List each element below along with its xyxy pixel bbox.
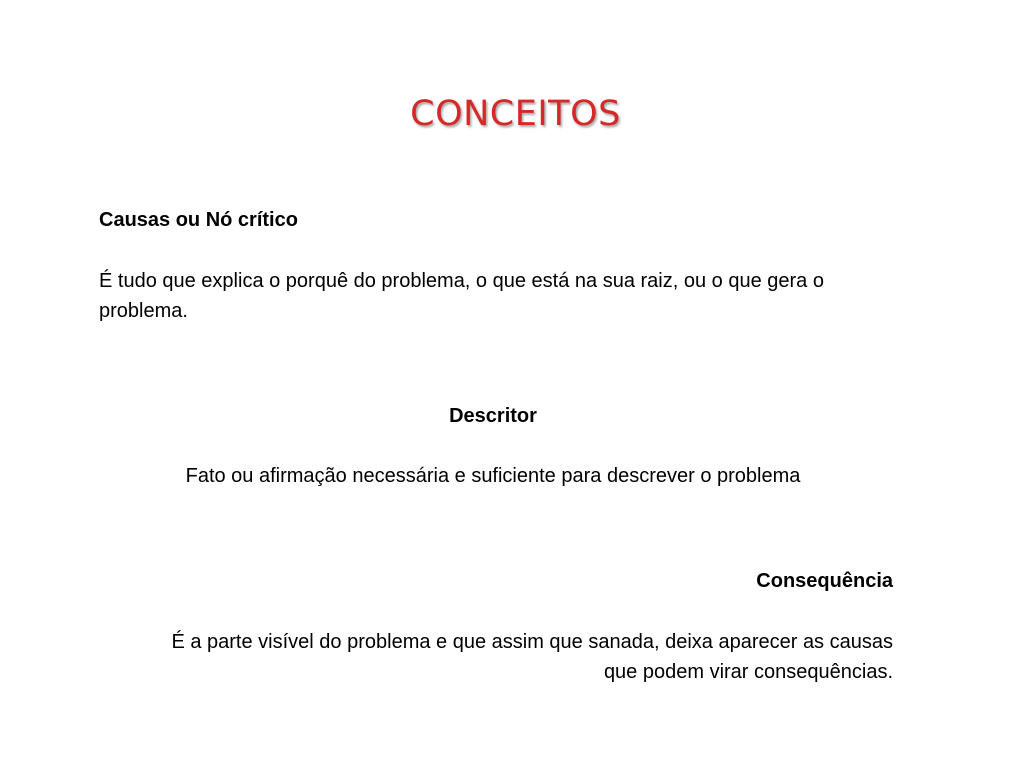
section-heading-causas: Causas ou Nó crítico bbox=[99, 209, 298, 231]
section-text-descritor: Fato ou afirmação necessária e suficiente para descrever o problema bbox=[185, 465, 801, 487]
slide-title: CONCEITOS bbox=[410, 94, 621, 134]
section-text-consequencia: É a parte visível do problema e que assim que sanada, deixa aparecer as causas que podem virar consequências. bbox=[171, 631, 893, 683]
section-text-causas: É tudo que explica o porquê do problema, o que está na sua raiz, ou o que gera o problema. bbox=[99, 270, 824, 322]
section-heading-descritor: Descritor bbox=[449, 405, 537, 427]
section-heading-consequencia: Consequência bbox=[756, 570, 893, 592]
